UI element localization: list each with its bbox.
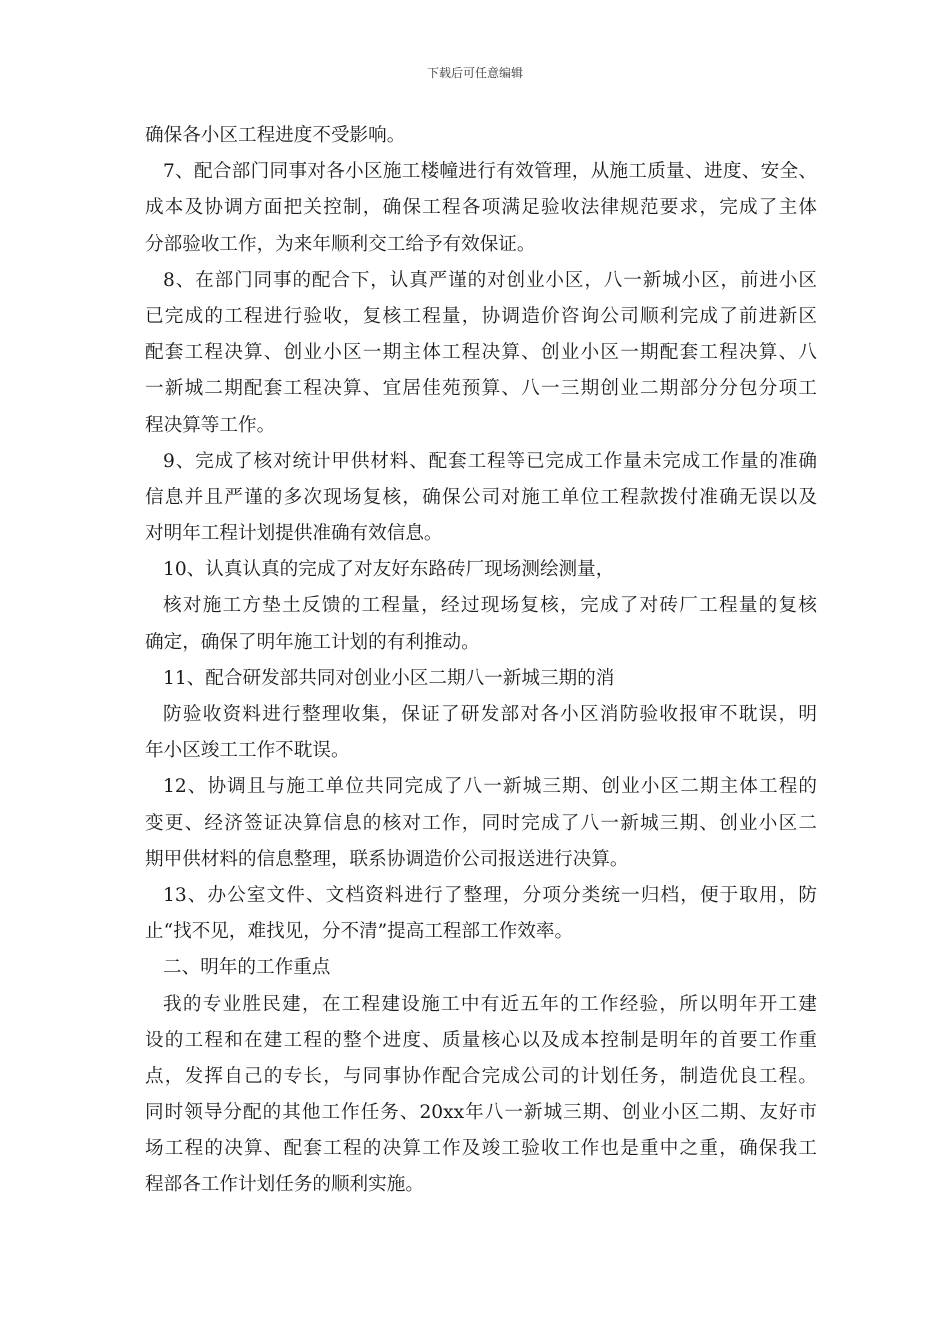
document-body bbox=[145, 118, 817, 1204]
text-line: 确保各小区工程进度不受影响。 bbox=[145, 125, 406, 146]
text-line: 7、配合部门同事对各小区施工楼幢进行有效管理，从施工质量、进度、安全、 bbox=[163, 161, 817, 183]
text-line: 程决算等工作。 bbox=[145, 414, 276, 436]
text-line: 设的工程和在建工程的整个进度、质量核心以及成本控制是明年的首要工作重 bbox=[145, 1029, 817, 1051]
text-line: 核对施工方垫土反馈的工程量，经过现场复核，完成了对砖厂工程量的复核 bbox=[163, 595, 817, 617]
text-line: 同时领导分配的其他工作任务、20xx年八一新城三期、创业小区二期、友好市 bbox=[145, 1102, 817, 1124]
text-line: 止“找不见，难找见，分不清”提高工程部工作效率。 bbox=[145, 921, 574, 943]
text-line: 变更、经济签证决算信息的核对工作，同时完成了八一新城三期、创业小区二 bbox=[145, 812, 817, 834]
text-line: 期甲供材料的信息整理，联系协调造价公司报送进行决算。 bbox=[145, 848, 629, 870]
text-line: 9、完成了核对统计甲供材料、配套工程等已完成工作量未完成工作量的准确 bbox=[163, 450, 817, 472]
text-line: 防验收资料进行整理收集，保证了研发部对各小区消防验收报审不耽误，明 bbox=[163, 704, 817, 725]
page-header: 下载后可任意编辑 bbox=[426, 66, 523, 80]
text-line: 分部验收工作，为来年顺利交工给予有效保证。 bbox=[145, 233, 536, 255]
text-line: 程部各工作计划任务的顺利实施。 bbox=[145, 1174, 424, 1196]
text-line: 10、认真认真的完成了对友好东路砖厂现场测绘测量， bbox=[163, 559, 615, 581]
text-line: 点，发挥自己的专长，与同事协作配合完成公司的计划任务，制造优良工程。 bbox=[145, 1065, 817, 1087]
text-line: 场工程的决算、配套工程的决算工作及竣工验收工作也是重中之重，确保我工 bbox=[145, 1138, 817, 1160]
text-line: 11、配合研发部共同对创业小区二期八一新城三期的消 bbox=[163, 667, 615, 689]
text-line: 对明年工程计划提供准确有效信息。 bbox=[145, 523, 443, 545]
text-line: 12、协调且与施工单位共同完成了八一新城三期、创业小区二期主体工程的 bbox=[163, 776, 817, 798]
text-line: 年小区竣工工作不耽误。 bbox=[145, 740, 350, 762]
text-line: 信息并且严谨的多次现场复核，确保公司对施工单位工程款拨付准确无误以及 bbox=[145, 486, 817, 508]
text-line: 一新城二期配套工程决算、宜居佳苑预算、八一三期创业二期部分分包分项工 bbox=[145, 378, 817, 400]
text-line: 8、在部门同事的配合下，认真严谨的对创业小区，八一新城小区，前进小区 bbox=[163, 269, 817, 291]
text-line: 配套工程决算、创业小区一期主体工程决算、创业小区一期配套工程决算、八 bbox=[145, 342, 817, 364]
text-line: 13、办公室文件、文档资料进行了整理，分项分类统一归档，便于取用，防 bbox=[163, 884, 817, 906]
section-heading: 二、明年的工作重点 bbox=[163, 957, 331, 979]
text-line: 确定，确保了明年施工计划的有利推动。 bbox=[145, 631, 480, 653]
text-line: 成本及协调方面把关控制，确保工程各项满足验收法律规范要求，完成了主体 bbox=[145, 197, 817, 219]
text-line: 已完成的工程进行验收，复核工程量，协调造价咨询公司顺利完成了前进新区 bbox=[145, 305, 817, 327]
text-line: 我的专业胜民建，在工程建设施工中有近五年的工作经验，所以明年开工建 bbox=[163, 993, 817, 1015]
